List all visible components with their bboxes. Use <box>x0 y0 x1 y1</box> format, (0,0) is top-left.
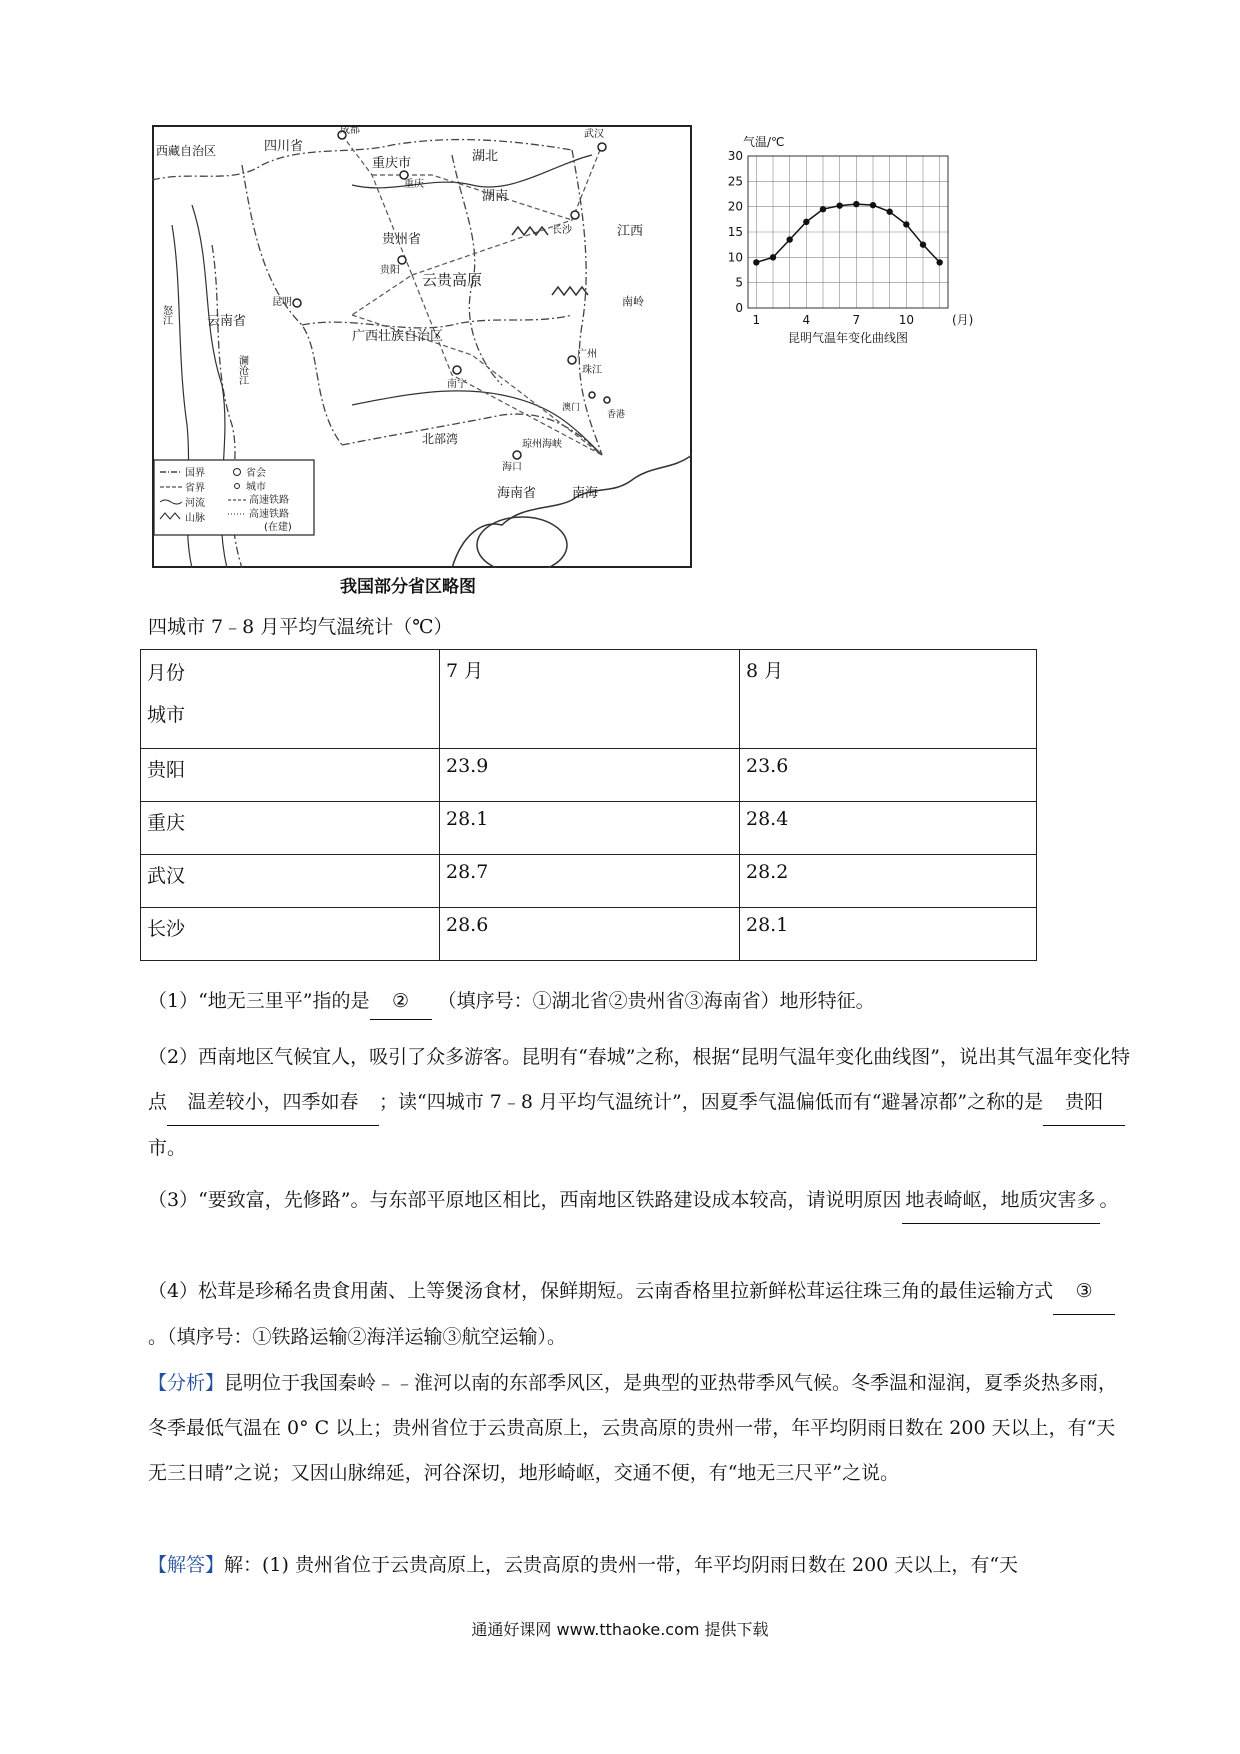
label-yungui: 云贵高原 <box>422 271 483 289</box>
legend-border: 国界 <box>185 468 205 479</box>
map-legend <box>154 460 314 535</box>
label-changsha: 长沙 <box>552 225 572 236</box>
q2-text: （2）西南地区气候宜人，吸引了众多游客。昆明有“春城”之称，根据“昆明气温年变化曲线图”，说出其气温年变化特点 <box>148 1046 1130 1113</box>
y-tick-label: 30 <box>727 149 743 163</box>
aug-cell: 23.6 <box>740 749 1037 802</box>
q2-answer-2: 贵阳 <box>1043 1080 1125 1126</box>
q4-text: （4）松茸是珍稀名贵食用菌、上等煲汤食材，保鲜期短。云南香格里拉新鲜松茸运往珠三角的最佳运输方式 <box>148 1280 1054 1302</box>
label-sichuan: 四川省 <box>264 139 304 154</box>
label-zhujiang: 珠江 <box>582 365 602 376</box>
aug-cell: 28.4 <box>740 802 1037 855</box>
label-aomen: 澳门 <box>562 403 581 413</box>
q1-answer: ② <box>370 983 432 1020</box>
label-nanhai: 南海 <box>572 486 599 501</box>
label-guangzhou: 广州 <box>577 349 597 360</box>
label-nanling: 南岭 <box>622 295 644 308</box>
q3-answer: 地表崎岖，地质灾害多 <box>902 1178 1100 1224</box>
data-point <box>870 202 876 208</box>
corner-top: 月份 <box>147 662 186 684</box>
city-cell: 长沙 <box>141 908 440 961</box>
corner-bottom: 城市 <box>147 704 186 726</box>
q2-answer-1: 温差较小，四季如春 <box>167 1080 379 1126</box>
x-axis-label: (月) <box>952 313 974 327</box>
table-title: 四城市 7﹣8 月平均气温统计（℃） <box>148 616 453 638</box>
label-hainan: 海南省 <box>497 486 537 501</box>
analysis-text: 昆明位于我国秦岭﹣﹣淮河以南的东部季风区，是典型的亚热带季风气候。冬季温和湿润，夏季炎热多雨，冬季最低气温在 0° C 以上；贵州省位于云贵高原上，云贵高原的贵州一带，年平均阴雨日数在 200 天以上，有“天无三日晴”之说；又因山脉绵延，河谷深切，地形崎岖，交通不便，有“地无三尺平”之说。 <box>148 1372 1118 1484</box>
y-tick-label: 25 <box>727 174 743 189</box>
y-tick-label: 15 <box>727 225 743 239</box>
col-header-aug: 8 月 <box>740 650 1037 749</box>
analysis-section <box>148 1361 1133 1496</box>
map-caption: 我国部分省区略图 <box>340 577 476 597</box>
legend-mountain: 山脉 <box>185 513 205 524</box>
y-tick-label: 10 <box>727 250 743 265</box>
city-cell: 武汉 <box>141 855 440 908</box>
table-header-row <box>141 650 1037 749</box>
label-nanning: 南宁 <box>447 379 467 390</box>
data-point <box>786 236 792 242</box>
data-point <box>803 219 809 225</box>
answer-section <box>148 1543 1133 1588</box>
legend-province-border: 省界 <box>185 483 205 494</box>
data-point <box>936 259 942 265</box>
x-tick-label: 1 <box>752 313 761 327</box>
legend-building-note: (在建) <box>264 522 292 533</box>
x-tick-label: 10 <box>898 313 914 327</box>
q4-options: 。（填序号：①铁路运输②海洋运输③航空运输）。 <box>148 1326 567 1348</box>
answer-tag: 【解答】 <box>148 1554 225 1576</box>
page-footer: 通通好课网 www.tthaoke.com 提供下载 <box>471 1620 769 1639</box>
question-2 <box>148 1035 1133 1171</box>
question-3 <box>148 1178 1133 1224</box>
q4-answer: ③ <box>1053 1269 1115 1315</box>
col-header-jul: 7 月 <box>440 650 740 749</box>
label-yunnan: 云南省 <box>207 314 247 329</box>
y-tick-label: 20 <box>727 199 743 214</box>
label-hunan: 湖南 <box>482 189 509 204</box>
y-tick-label: 0 <box>735 301 743 315</box>
data-point <box>753 259 759 265</box>
q2-text-mid: ；读“四城市 7﹣8 月平均气温统计”，因夏季气温偏低而有“避暑凉都”之称的是 <box>379 1091 1044 1113</box>
label-wuhan: 武汉 <box>584 129 604 140</box>
data-point <box>886 209 892 215</box>
q3-text-end: 。 <box>1099 1189 1119 1211</box>
label-hongkong: 香港 <box>607 410 626 420</box>
analysis-tag: 【分析】 <box>148 1372 225 1394</box>
table-row <box>141 749 1037 802</box>
q2-text-end: 市。 <box>148 1137 187 1159</box>
label-tibet: 西藏自治区 <box>156 144 217 158</box>
table-row <box>141 802 1037 855</box>
data-point <box>903 221 909 227</box>
legend-capital: 省会 <box>246 468 266 479</box>
data-point <box>836 202 842 208</box>
jul-cell: 28.1 <box>440 802 740 855</box>
answer-text: 解：(1) 贵州省位于云贵高原上，云贵高原的贵州一带，年平均阴雨日数在 200 天以上，有“天 <box>224 1554 1019 1576</box>
q1-options: （填序号：①湖北省②贵州省③海南省）地形特征。 <box>437 990 875 1012</box>
table-row <box>141 908 1037 961</box>
label-hubei: 湖北 <box>472 149 499 164</box>
jul-cell: 23.9 <box>440 749 740 802</box>
y-tick-label: 5 <box>735 275 743 290</box>
chart-title: 昆明气温年变化曲线图 <box>787 331 909 345</box>
legend-city: 城市 <box>246 482 266 493</box>
q3-text: （3）“要致富，先修路”。与东部平原地区相比，西南地区铁路建设成本较高，请说明原因 <box>148 1189 902 1211</box>
data-point <box>770 254 776 260</box>
question-4 <box>148 1269 1133 1360</box>
city-cell: 贵阳 <box>141 749 440 802</box>
kunming-temperature-chart <box>718 128 988 358</box>
label-haikou: 海口 <box>502 462 522 473</box>
province-map <box>152 125 692 568</box>
data-point <box>853 201 859 207</box>
q1-text: （1）“地无三里平”指的是 <box>148 990 370 1012</box>
aug-cell: 28.2 <box>740 855 1037 908</box>
table-row <box>141 855 1037 908</box>
label-qiongzhou: 琼州海峡 <box>522 439 562 450</box>
legend-hsr-building: 高速铁路 <box>249 509 289 520</box>
x-tick-label: 7 <box>852 313 861 327</box>
label-jiangxi: 江西 <box>617 224 644 239</box>
label-kunming: 昆明 <box>272 297 292 308</box>
y-axis-label: 气温/℃ <box>743 135 785 149</box>
data-point <box>920 241 926 247</box>
label-chongqing-city: 重庆市 <box>372 156 412 171</box>
city-cell: 重庆 <box>141 802 440 855</box>
temperature-line <box>756 204 939 262</box>
data-point <box>820 206 826 212</box>
label-guangxi: 广西壮族自治区 <box>352 329 444 344</box>
label-beibu: 北部湾 <box>422 432 459 446</box>
legend-river: 河流 <box>185 498 205 509</box>
corner-cell <box>141 650 440 749</box>
label-guizhou: 贵州省 <box>382 232 422 247</box>
temperature-table <box>140 649 1037 961</box>
label-chongqing: 重庆 <box>404 179 424 190</box>
legend-hsr: 高速铁路 <box>249 495 289 506</box>
x-tick-label: 4 <box>802 313 811 327</box>
label-lancang: 澜沧江 <box>236 355 248 385</box>
question-1 <box>148 983 1133 1020</box>
label-nujiang: 怒江 <box>160 305 172 325</box>
label-guiyang: 贵阳 <box>380 265 400 276</box>
jul-cell: 28.6 <box>440 908 740 961</box>
aug-cell: 28.1 <box>740 908 1037 961</box>
jul-cell: 28.7 <box>440 855 740 908</box>
label-chengdu: 成都 <box>340 125 360 136</box>
